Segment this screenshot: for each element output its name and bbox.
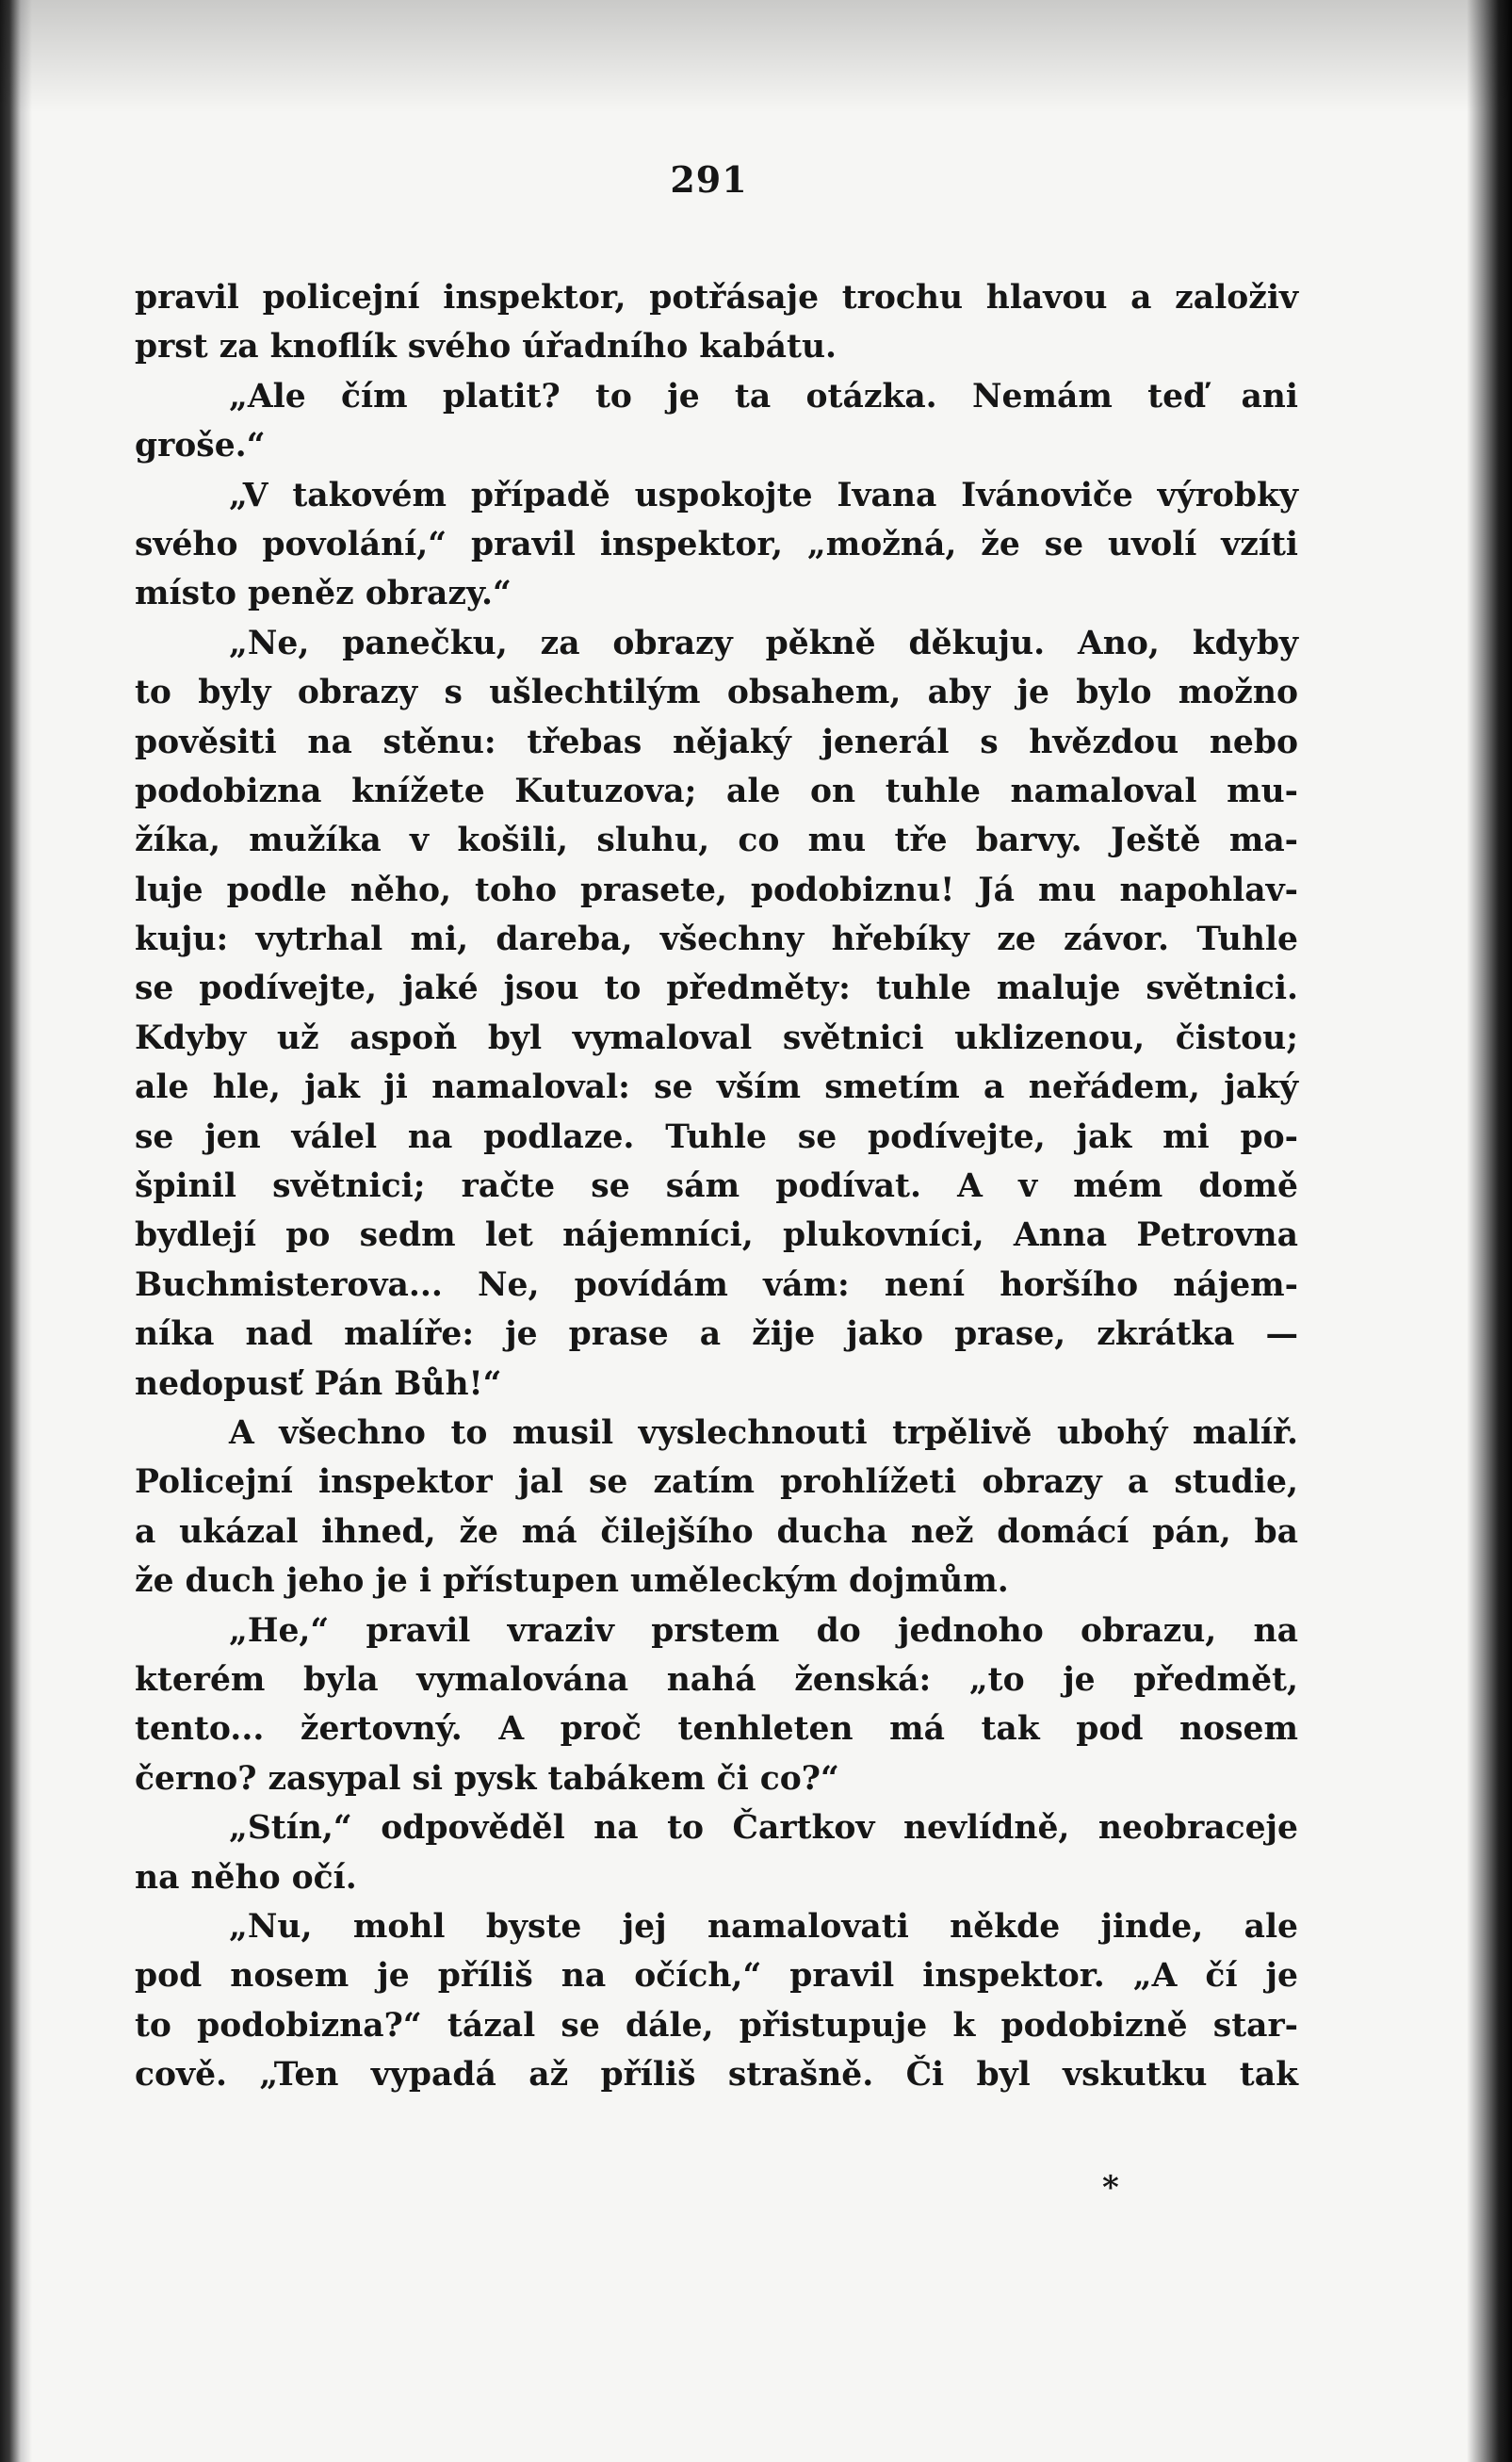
- text-line: nedopusť Pán Bůh!“: [135, 1364, 502, 1403]
- text-line: žíka, mužíka v košili, sluhu, co mu tře barvy. Ještě ma-: [135, 822, 1298, 860]
- text-line: se podívejte, jaké jsou to předměty: tuhle maluje světnici.: [135, 970, 1298, 1008]
- text-line: Buchmisterova... Ne, povídám vám: není horšího nájem-: [135, 1265, 1298, 1304]
- text-line: „He,“ pravil vraziv prstem do jednoho obrazu, na: [229, 1611, 1298, 1650]
- text-line: níka nad malíře: je prase a žije jako prase, zkrátka —: [135, 1315, 1298, 1354]
- text-line: pod nosem je příliš na očích,“ pravil inspektor. „A čí je: [135, 1957, 1298, 1996]
- text-line: to byly obrazy s ušlechtilým obsahem, aby je bylo možno: [135, 674, 1298, 712]
- text-line: „V takovém případě uspokojte Ivana Ivánoviče výrobky: [229, 476, 1298, 514]
- text-line: Policejní inspektor jal se zatím prohlížeti obrazy a studie,: [135, 1463, 1298, 1502]
- text-line: že duch jeho je i přístupen uměleckým dojmům.: [135, 1562, 1009, 1601]
- text-line: luje podle něho, toho prasete, podobiznu! Já mu napohlav-: [135, 871, 1298, 909]
- text-line: A všechno to musil vyslechnouti trpělivě ubohý malíř.: [229, 1413, 1298, 1452]
- body-text: [135, 273, 1298, 2099]
- page-edge-top: [0, 0, 1512, 113]
- text-line: „Nu, mohl byste jej namalovati někde jinde, ale: [229, 1907, 1298, 1946]
- page-edge-right: [1467, 0, 1512, 2462]
- text-line: se jen válel na podlaze. Tuhle se podívejte, jak mi po-: [135, 1117, 1298, 1156]
- text-line: podobizna knížete Kutuzova; ale on tuhle namaloval mu-: [135, 772, 1298, 810]
- text-line: bydlejí po sedm let nájemníci, plukovníci, Anna Petrovna: [135, 1216, 1298, 1255]
- text-line: pověsiti na stěnu: třebas nějaký jenerál s hvězdou nebo: [135, 723, 1298, 761]
- text-line: „Ne, panečku, za obrazy pěkně děkuju. Ano, kdyby: [229, 624, 1298, 662]
- text-line: pravil policejní inspektor, potřásaje trochu hlavou a založiv: [135, 279, 1298, 317]
- text-line: „Stín,“ odpověděl na to Čartkov nevlídně, neobraceje: [229, 1809, 1298, 1848]
- text-line: cově. „Ten vypadá až příliš strašně. Či byl vskutku tak: [135, 2056, 1298, 2095]
- text-line: prst za knoflík svého úřadního kabátu.: [135, 328, 837, 367]
- footer-mark: *: [1102, 2169, 1119, 2207]
- text-line: a ukázal ihned, že má čilejšího ducha než domácí pán, ba: [135, 1512, 1298, 1551]
- text-line: svého povolání,“ pravil inspektor, „možná, že se uvolí vzíti: [135, 525, 1298, 563]
- page-edge-left: [0, 0, 32, 2462]
- text-line: tento... žertovný. A proč tenhleten má tak pod nosem: [135, 1710, 1298, 1749]
- text-line: na něho očí.: [135, 1858, 357, 1897]
- text-line: groše.“: [135, 427, 266, 465]
- text-line: ale hle, jak ji namaloval: se vším smetím a neřádem, jaký: [135, 1068, 1298, 1107]
- text-line: místo peněz obrazy.“: [135, 575, 512, 613]
- text-line: černo? zasypal si pysk tabákem či co?“: [135, 1759, 839, 1798]
- text-line: špinil světnici; račte se sám podívat. A v mém domě: [135, 1167, 1298, 1206]
- text-line: „Ale čím platit? to je ta otázka. Nemám teď ani: [229, 377, 1298, 416]
- text-line: Kdyby už aspoň byl vymaloval světnici uklizenou, čistou;: [135, 1019, 1298, 1057]
- text-line: kterém byla vymalována nahá ženská: „to je předmět,: [135, 1660, 1298, 1699]
- page-number: 291: [670, 158, 748, 201]
- text-line: to podobizna?“ tázal se dále, přistupuje k podobizně star-: [135, 2006, 1298, 2045]
- text-line: kuju: vytrhal mi, dareba, všechny hřebíky ze závor. Tuhle: [135, 921, 1298, 959]
